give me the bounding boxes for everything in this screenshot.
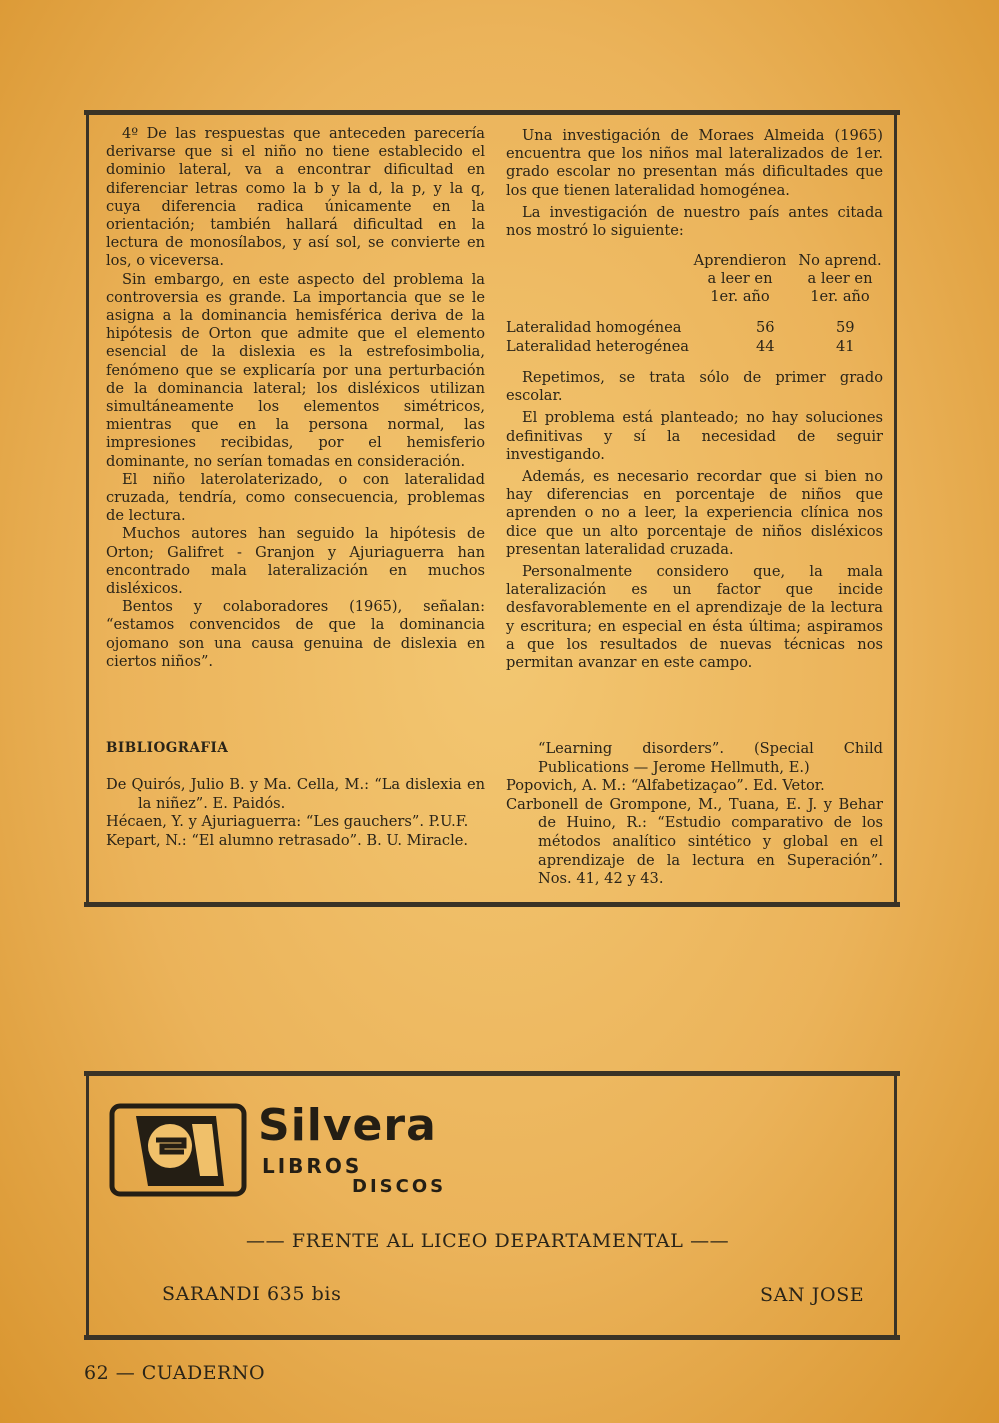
table-row <box>506 319 886 337</box>
header-line: a leer en <box>707 270 773 287</box>
paragraph: Repetimos, se trata sólo de primer grado escolar. <box>506 369 883 405</box>
ad-left-rule <box>86 1073 89 1339</box>
article-top-rule <box>84 110 900 115</box>
table-row <box>506 338 886 356</box>
ad-address: SARANDI 635 bis <box>162 1283 342 1305</box>
ad-bottom-rule <box>84 1335 900 1340</box>
table-header-not-learned <box>796 252 884 306</box>
paragraph: Muchos autores han seguido la hipótesis de Orton; Galifret - Granjon y Ajuriaguerra han encontrado mala lateralización en muchos disléxicos. <box>106 525 485 598</box>
header-line: 1er. año <box>810 288 870 305</box>
ad-tagline: —— FRENTE AL LICEO DEPARTAMENTAL —— <box>246 1230 730 1252</box>
ad-right-rule <box>894 1073 897 1339</box>
bibliography-entry: Popovich, A. M.: “Alfabetizaçao”. Ed. Vetor. <box>506 777 825 795</box>
article-right-column-top <box>506 127 883 240</box>
bibliography-entry: Kepart, N.: “El alumno retrasado”. B. U. Miracle. <box>106 831 469 849</box>
article-right-column-bottom <box>506 369 883 672</box>
paragraph: Sin embargo, en este aspecto del problema la controversia es grande. La importancia que se le asigna a la dominancia hemisférica deriva de la hipótesis de Orton que admite que el elemento esencial de la dislexia es la estrefosimbolia, fenómeno que se explicaría por una perturbación de la dominancia lateral; los disléxicos utilizan simultáneamente los elementos simétricos, mientras que en la persona normal, las impresiones recibidas, por el hemisferio dominante, no serían tomadas en consideración. <box>106 270 485 470</box>
article-bottom-rule <box>84 902 900 907</box>
article-left-rule <box>86 112 89 904</box>
row-value: 56 <box>756 319 775 336</box>
row-label: Lateralidad homogénea <box>506 319 682 336</box>
ad-brand-name: Silvera <box>258 1100 437 1151</box>
row-label: Lateralidad heterogénea <box>506 338 689 355</box>
paragraph: El niño laterolaterizado, o con lateralidad cruzada, tendría, como consecuencia, problemas de lectura. <box>106 470 485 525</box>
page-footer: 62 — CUADERNO <box>84 1362 266 1384</box>
silvera-logo-icon <box>108 1102 248 1198</box>
table-header-learned <box>684 252 796 306</box>
header-line: a leer en <box>807 270 873 287</box>
ad-books-label: LIBROS <box>262 1154 363 1178</box>
paragraph: Personalmente considero que, la mala lateralización es un factor que incide desfavorablemente en el aprendizaje de la lectura y escritura; en especial en ésta última; aspiramos a que los resultados de nuevas técnicas nos permitan avanzar en este campo. <box>506 563 883 672</box>
ad-city: SAN JOSE <box>760 1284 865 1306</box>
paragraph: La investigación de nuestro país antes citada nos mostró lo siguiente: <box>506 203 883 240</box>
row-value: 41 <box>836 338 855 355</box>
ad-top-rule <box>84 1071 900 1076</box>
header-line: 1er. año <box>710 288 770 305</box>
bibliography-continuation: “Learning disorders”. (Special Child Publications — Jerome Hellmuth, E.) <box>538 740 883 776</box>
results-table <box>506 252 886 362</box>
bibliography-entry: Hécaen, Y. y Ajuriaguerra: “Les gauchers”. P.U.F. <box>106 813 469 831</box>
paragraph: Bentos y colaboradores (1965), señalan: “estamos convencidos de que la dominancia ojomano son una causa genuina de dislexia en ciertos niños”. <box>106 598 485 670</box>
paragraph: Una investigación de Moraes Almeida (1965) encuentra que los niños mal lateralizados de 1er. grado escolar no presentan más dificultades que los que tienen lateralidad homogénea. <box>506 127 883 199</box>
bibliography-entry: Carbonell de Grompone, M., Tuana, E. J. y Behar de Huino, R.: “Estudio comparativo de los métodos analítico sintético y global en el aprendizaje de la lectura en Superación”. Nos. 41, 42 y 43. <box>506 795 883 888</box>
paragraph: Además, es necesario recordar que si bien no hay diferencias en porcentaje de niños que aprenden o no a leer, la experiencia clínica nos dice que un alto porcentaje de niños disléxicos presentan lateralidad cruzada. <box>506 468 883 558</box>
header-line: Aprendieron <box>693 252 787 269</box>
article-left-column <box>106 125 485 671</box>
bibliography-title: BIBLIOGRAFIA <box>106 740 229 756</box>
paragraph: El problema está planteado; no hay soluciones definitivas y sí la necesidad de seguir investigando. <box>506 409 883 463</box>
bibliography-right <box>506 740 883 889</box>
paragraph: 4º De las respuestas que anteceden parecería derivarse que si el niño no tiene establecido el dominio lateral, va a encontrar dificultad en diferenciar letras como la b y la d, la p, y la q, cuya diferencia radica únicamente en la orientación; también hallará dificultad en la lectura de monosílabos, y así sol, se convierte en los, o viceversa. <box>106 125 485 270</box>
row-value: 59 <box>836 319 855 336</box>
article-right-rule <box>894 112 897 904</box>
ad-records-label: DISCOS <box>352 1176 447 1197</box>
header-line: No aprend. <box>798 252 882 269</box>
bibliography-left <box>106 776 485 850</box>
bibliography-entry: De Quirós, Julio B. y Ma. Cella, M.: “La dislexia en la niñez”. E. Paidós. <box>106 776 485 812</box>
row-value: 44 <box>756 338 775 355</box>
